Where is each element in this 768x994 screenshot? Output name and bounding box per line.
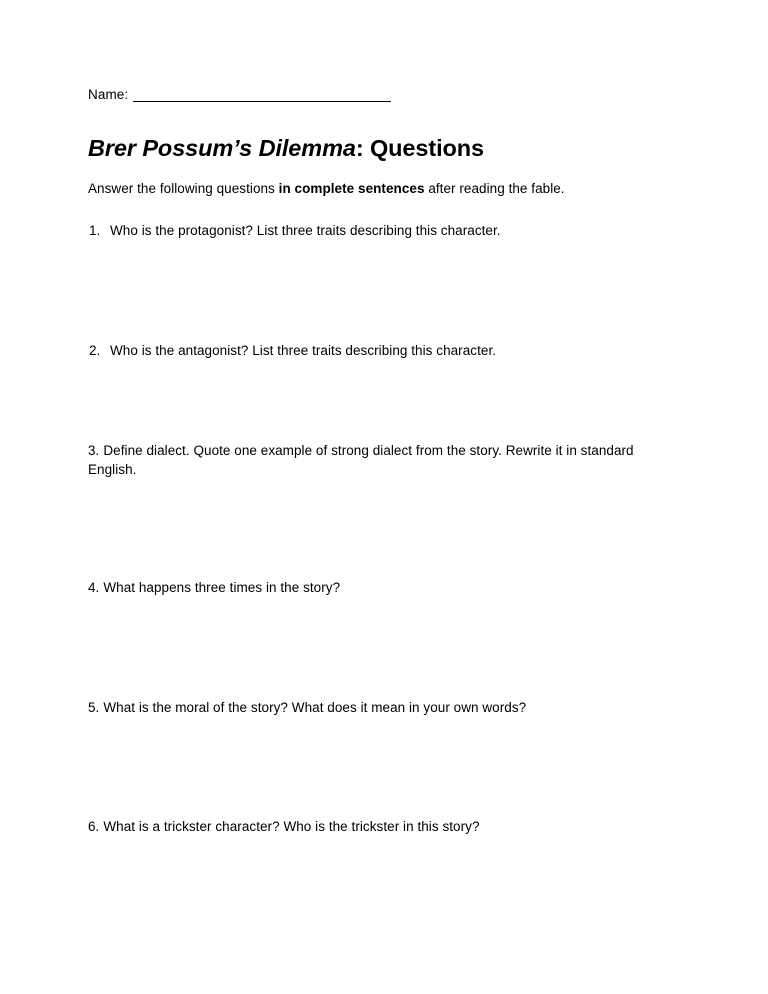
document-content [88, 86, 634, 837]
instruction-text-after: after reading the fable. [424, 181, 565, 196]
instruction-emphasis: in complete sentences [278, 181, 425, 196]
question-text-1: Who is the protagonist? List three traits describing this character. [110, 223, 501, 238]
question-text-6: What is a trickster character? Who is the trickster in this story? [103, 819, 480, 834]
question-item-2 [88, 342, 634, 361]
question-item-4 [88, 579, 634, 598]
question-item-5 [88, 699, 634, 718]
question-text-3: Define dialect. Quote one example of strong dialect from the story. Rewrite it in standard English. [88, 443, 634, 477]
instruction-text-before: Answer the following questions [88, 181, 279, 196]
name-field-writing-rule[interactable] [133, 101, 391, 102]
name-field-label: Name: [88, 87, 129, 102]
question-number-5: 5. [88, 699, 100, 715]
question-number-6: 6. [88, 819, 100, 834]
answer-space-2[interactable] [88, 360, 634, 442]
instruction-text [88, 180, 634, 198]
question-text-2: Who is the antagonist? List three traits describing this character. [110, 342, 497, 358]
question-number-2: 2. [89, 342, 101, 358]
answer-space-5[interactable] [88, 717, 634, 818]
question-number-1: 1. [89, 223, 101, 238]
question-item-3 [88, 442, 634, 479]
answer-space-4[interactable] [88, 598, 634, 699]
question-number-3: 3. [88, 443, 100, 458]
name-field-row [88, 86, 634, 104]
page-title-book-name: Brer Possum’s Dilemma [88, 135, 356, 161]
question-item-1 [88, 222, 634, 241]
answer-space-1[interactable] [88, 241, 634, 342]
question-item-6 [88, 818, 634, 837]
page-title [88, 135, 634, 162]
page-title-suffix: : Questions [355, 135, 485, 161]
question-text-5: What is the moral of the story? What does it mean in your own words? [103, 699, 527, 715]
question-text-4: What happens three times in the story? [103, 580, 341, 595]
answer-space-3[interactable] [88, 479, 634, 579]
question-number-4: 4. [88, 580, 100, 595]
